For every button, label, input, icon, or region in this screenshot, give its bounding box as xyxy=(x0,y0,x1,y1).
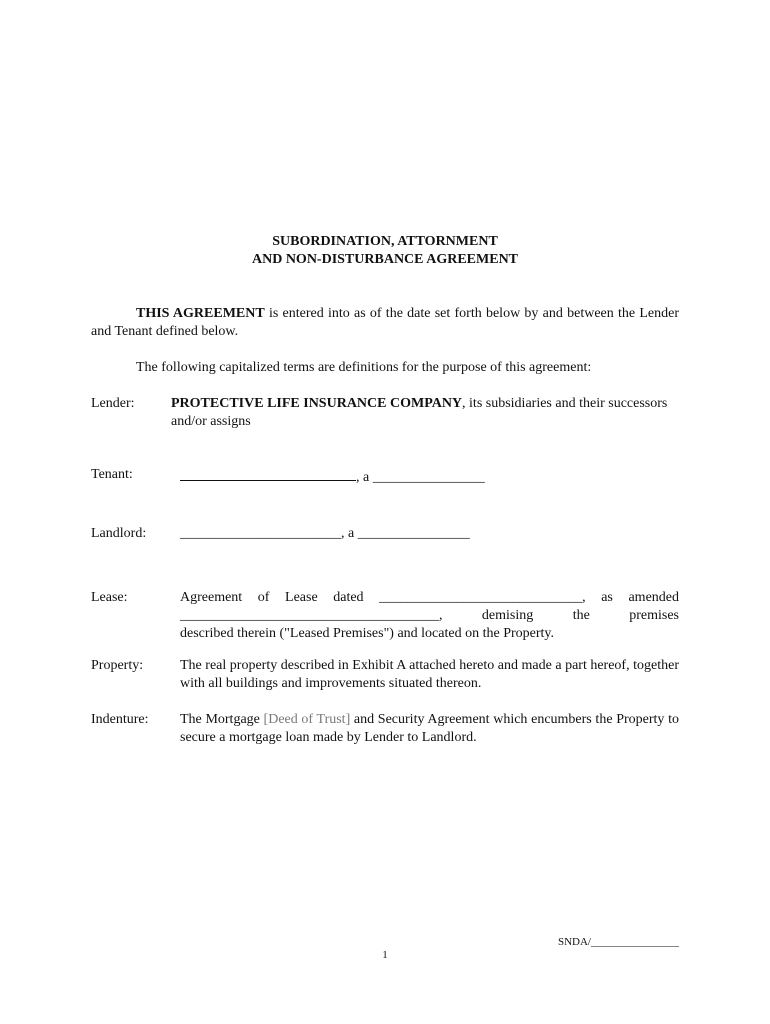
tenant-value xyxy=(180,466,679,487)
page-number: 1 xyxy=(382,949,388,961)
lender-value xyxy=(171,395,679,431)
document-title-line-1: SUBORDINATION, ATTORNMENT xyxy=(272,234,498,249)
property-label: Property: xyxy=(91,658,144,673)
lease-line-2: _____________________________________, demising the premises xyxy=(180,608,679,623)
tenant-label: Tenant: xyxy=(91,467,133,482)
indenture-label: Indenture: xyxy=(91,712,149,727)
tenant-entity-blank: , a ________________ xyxy=(356,470,485,485)
property-value: The real property described in Exhibit A attached hereto and made a part hereof, together with all buildings and improvements situated thereon. xyxy=(180,658,679,691)
lease-label: Lease: xyxy=(91,590,128,605)
lease-value xyxy=(180,589,679,643)
lease-line-3: described therein ("Leased Premises") and located on the Property. xyxy=(180,626,555,641)
lender-label: Lender: xyxy=(91,396,135,411)
indenture-value xyxy=(180,711,679,747)
indenture-bracket-option: [Deed of Trust] xyxy=(263,712,351,727)
document-title-line-2: AND NON-DISTURBANCE AGREEMENT xyxy=(251,252,519,267)
landlord-value: _______________________, a ________________ xyxy=(180,526,470,541)
lender-name: PROTECTIVE LIFE INSURANCE COMPANY xyxy=(171,396,463,411)
indenture-text-post: and Security Agreement which encumbers the Property to secure a mortgage loan made by Lender to Landlord. xyxy=(180,712,679,745)
intro-text: is entered into as of the date set forth below by and between the Lender and Tenant defined below. xyxy=(91,306,679,339)
lease-line-1: Agreement of Lease dated _____________________________, as amended xyxy=(180,590,679,605)
lender-description: , its subsidiaries and their successors and/or assigns xyxy=(171,396,668,429)
intro-lead: THIS AGREEMENT xyxy=(136,306,265,321)
intro-paragraph xyxy=(91,305,679,341)
landlord-label: Landlord: xyxy=(91,526,147,541)
indenture-text-pre: The Mortgage xyxy=(180,712,264,727)
definitions-intro: The following capitalized terms are definitions for the purpose of this agreement: xyxy=(136,360,592,375)
footer-snda-reference: SNDA/________________ xyxy=(557,936,679,948)
tenant-name-blank xyxy=(180,466,356,481)
